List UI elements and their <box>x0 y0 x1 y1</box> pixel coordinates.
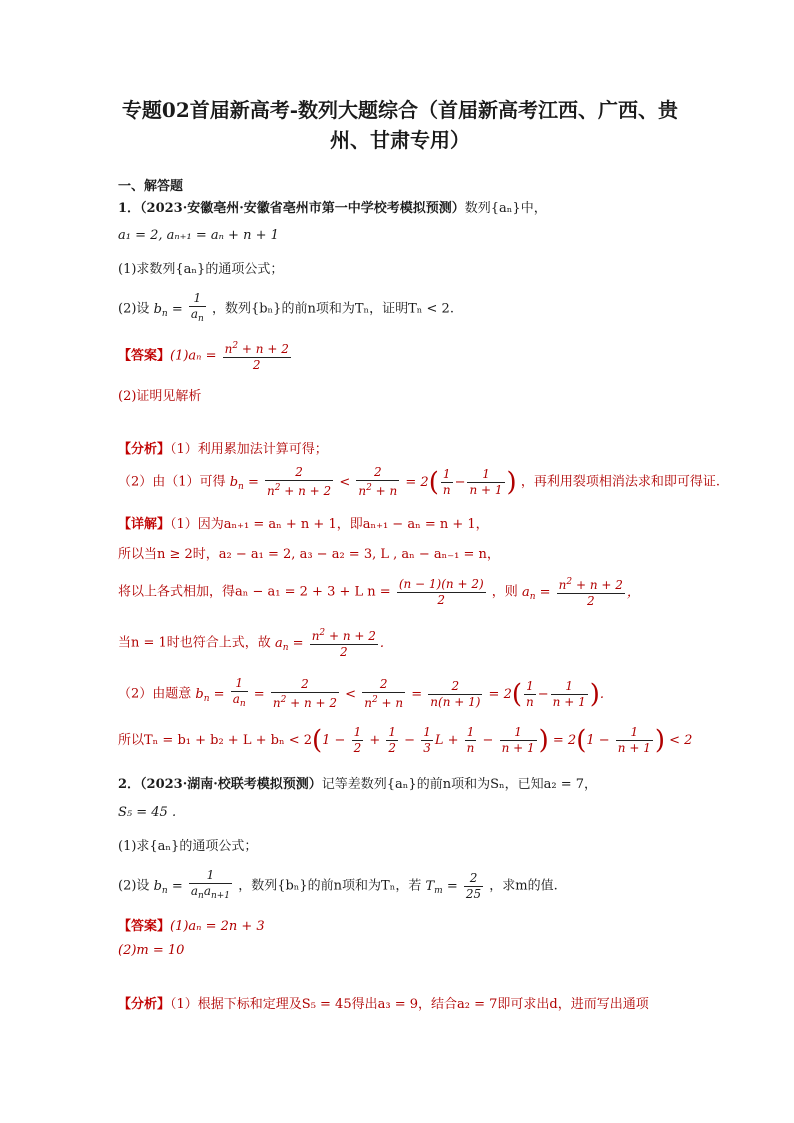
q1-analysis-label: 【分析】 <box>118 442 171 457</box>
q2-answer2: (2)m = 10 <box>118 943 185 958</box>
q2-analysis1-text: （1）根据下标和定理及S₅ = 45得出a₃ = 9，结合a₂ = 7即可求出d，进而写出通项 <box>170 997 649 1012</box>
q2-part2-mid: ，数列{bₙ}的前n项和为Tₙ，若 <box>238 878 422 894</box>
q1-header <box>118 197 547 216</box>
q2-part2-tail: ，求m的值. <box>489 878 558 894</box>
page-title <box>100 95 700 155</box>
q1-answer <box>118 339 293 373</box>
q1-detail6-formula: (1 − $\frac{1}{2}$ + $\frac{1}{2}$ − $\frac{1}{3}$ L + $\frac{1}{n}$ − $\frac{1}{n + 1}$ ) = 2(1 − $\frac{1}{n + 1}$ ) <box>312 725 665 756</box>
q1-part1: (1)求数列{aₙ}的通项公式； <box>118 262 284 277</box>
q1-detail6-tail: < 2 <box>669 733 693 748</box>
q1-number: 1． <box>118 201 141 216</box>
q1-answer-label: 【答案】 <box>118 348 171 364</box>
q1-detail-1 <box>118 513 489 532</box>
q1-part2-lead: (2)设 <box>118 301 150 317</box>
q1-analysis1-text: （1）利用累加法计算可得； <box>170 442 328 457</box>
q1-detail3-mid: ，则 <box>491 584 518 600</box>
q1-bn-formula: $b_n$ = $\frac{1}{a_n}$ <box>153 291 204 324</box>
q1-detail4-lead: 当n = 1时也符合上式，故 <box>118 635 271 651</box>
q1-part2 <box>118 291 454 327</box>
q1-analysis2-tail: ，再利用裂项相消法求和即可得证. <box>520 474 720 490</box>
q1-detail4-result: $a_n$ = $\frac{n^2 + n + 2}{2}$ . <box>274 628 385 659</box>
q2-tm-formula: $T_m$ = $\frac{2}{25}$ <box>425 870 482 901</box>
q1-analysis2-lead: （2）由（1）可得 <box>118 474 226 490</box>
q2-answer-label: 【答案】 <box>118 919 171 934</box>
q1-answer1-fraction: $\frac{n^2 + n + 2}{2}$ <box>224 341 289 372</box>
q2-header <box>118 773 597 792</box>
q1-detail3-result: $a_n$ = $\frac{n^2 + n + 2}{2}$ ， <box>521 577 640 608</box>
q1-detail-6 <box>118 725 692 756</box>
q1-detail-2: 所以当n ≥ 2时，a₂ − a₁ = 2, a₃ − a₂ = 3, L , aₙ − aₙ₋₁ = n， <box>118 547 500 562</box>
q1-condition: a₁ = 2, aₙ₊₁ = aₙ + n + 1 <box>118 228 279 243</box>
q2-part1: (1)求{aₙ}的通项公式； <box>118 839 258 854</box>
q2-condition: S₅ = 45 . <box>118 805 177 820</box>
q1-detail3-lead: 将以上各式相加，得aₙ − a₁ = 2 + 3 + L n = <box>118 584 391 600</box>
title-line-1: 专题02首届新高考-数列大题综合（首届新高考江西、广西、贵 <box>121 98 679 122</box>
q1-detail5-lead: （2）由题意 <box>118 686 192 702</box>
q1-detail-label: 【详解】 <box>118 517 171 532</box>
q2-source: （2023·湖南·校联考模拟预测） <box>140 777 322 792</box>
q2-answer1: (1)aₙ = 2n + 3 <box>170 919 265 934</box>
q1-detail-4 <box>118 626 384 660</box>
q1-analysis2-formula: $b_n$ = $\frac{2}{n^2 + n + 2}$ < $\frac{2}{n^2 + n}$ = 2( $\frac{1}{n}$ − $\frac{1}{n + 1}$ ) <box>229 465 517 498</box>
q2-number: 2． <box>118 777 141 792</box>
q1-analysis-1 <box>118 438 328 457</box>
q1-intro: 数列{aₙ}中， <box>464 201 547 216</box>
q2-part2-lead: (2)设 <box>118 878 150 894</box>
section-heading: 一、解答题 <box>118 179 184 194</box>
q1-answer2: (2)证明见解析 <box>118 389 202 404</box>
q1-detail3-fraction: $\frac{(n - 1)(n + 2)}{2}$ <box>398 576 484 607</box>
q2-answer <box>118 915 265 934</box>
q2-analysis-1 <box>118 993 649 1012</box>
title-line-2: 州、甘肃专用） <box>330 128 470 152</box>
q1-detail-5 <box>118 676 604 712</box>
q2-part2 <box>118 868 558 904</box>
q1-detail-3 <box>118 575 640 609</box>
q2-intro: 记等差数列{aₙ}的前n项和为Sₙ，已知a₂ = 7， <box>321 777 597 792</box>
q1-detail6-lead: 所以Tₙ = b₁ + b₂ + L + bₙ < 2 <box>118 733 312 748</box>
q1-detail5-formula: $b_n$ = $\frac{1}{a_n}$ = $\frac{2}{n^2 + n + 2}$ < $\frac{2}{n^2 + n}$ = $\frac{2}{n(n + 1)}$ = 2( $\frac{1}{n}$ − $\frac{1}{n + 1}$ ). <box>195 676 604 710</box>
q1-analysis-2 <box>118 465 720 499</box>
q1-source: （2023·安徽亳州·安徽省亳州市第一中学校考模拟预测） <box>140 201 465 216</box>
q1-part2-tail: ，数列{bₙ}的前n项和为Tₙ，证明Tₙ < 2. <box>211 301 454 317</box>
q1-answer1-prefix: (1)aₙ = <box>170 348 217 364</box>
q2-bn-formula: $b_n$ = $\frac{1}{a_na_{n+1}}$ <box>153 868 231 901</box>
q2-analysis-label: 【分析】 <box>118 997 171 1012</box>
q1-detail1-text: （1）因为aₙ₊₁ = aₙ + n + 1，即aₙ₊₁ − aₙ = n + 1， <box>170 517 489 532</box>
